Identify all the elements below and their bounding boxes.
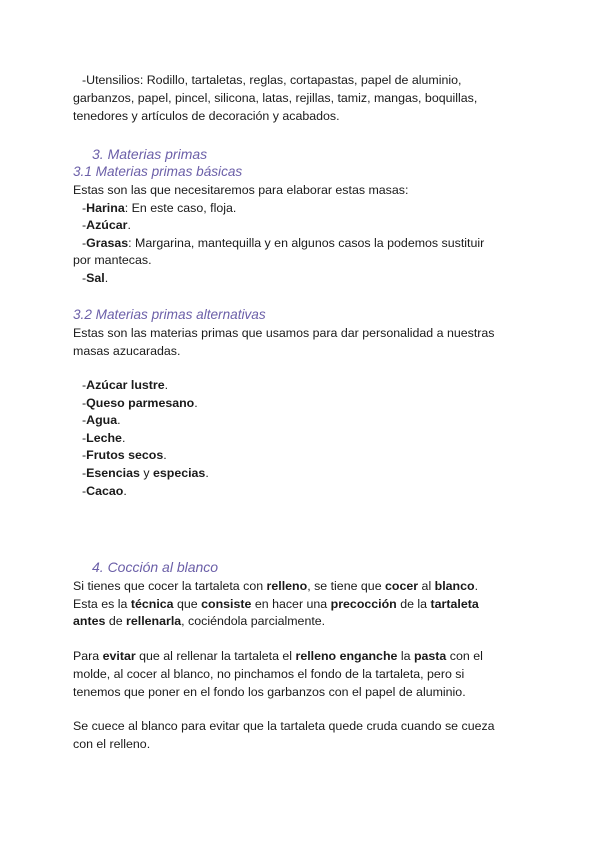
- utensils-line-1: -Utensilios: Rodillo, tartaletas, reglas, cortapastas, papel de aluminio,: [82, 73, 462, 87]
- text-run: la: [397, 649, 414, 663]
- item-name: Cacao: [86, 484, 124, 498]
- item-name: Azúcar: [86, 218, 128, 232]
- item-name-2: especias: [152, 466, 206, 480]
- item-end: .: [123, 484, 127, 498]
- item-grasas: [82, 234, 484, 252]
- item-name: Agua: [86, 413, 118, 427]
- item-dash: -: [82, 466, 87, 480]
- text-run: de la: [396, 597, 431, 611]
- alt-item: [82, 446, 167, 464]
- item-dash: -: [82, 484, 87, 498]
- alt-item: [82, 482, 127, 500]
- item-dash: -: [82, 396, 87, 410]
- alt-item: [82, 411, 121, 429]
- bold-run: relleno: [266, 579, 308, 593]
- utensils-line-3: tenedores y artículos de decoración y acabados.: [73, 109, 340, 123]
- text-run: Esta es la: [73, 597, 131, 611]
- item-dash: -: [82, 431, 87, 445]
- item-azucar: [82, 216, 131, 234]
- section-4-heading: 4. Cocción al blanco: [92, 559, 219, 575]
- item-dash: -: [82, 448, 87, 462]
- bold-run: relleno enganche: [295, 649, 398, 663]
- text-run: con el: [446, 649, 483, 663]
- alt-item: [82, 429, 125, 447]
- item-end: .: [117, 413, 121, 427]
- item-description: .: [104, 271, 109, 285]
- item-description: .: [127, 218, 131, 232]
- item-name: Leche: [86, 431, 122, 445]
- p1-line-1: [73, 577, 478, 595]
- alt-item: [82, 394, 198, 412]
- p3-line-1: Se cuece al blanco para evitar que la tartaleta quede cruda cuando se cueza: [73, 719, 495, 733]
- bold-run: tartaleta: [430, 597, 479, 611]
- item-grasas-continued: por mantecas.: [73, 253, 152, 267]
- p2-line-2: molde, al cocer al blanco, no pinchamos el fondo de la tartaleta, pero si: [73, 667, 465, 681]
- text-run: que: [173, 597, 202, 611]
- p1-line-2: [73, 595, 479, 613]
- section-3-1-title: 3.1 Materias primas básicas: [73, 164, 243, 179]
- bold-run: pasta: [413, 649, 447, 663]
- bold-run: cocer: [385, 579, 419, 593]
- section-3-heading: 3. Materias primas: [92, 146, 208, 162]
- utensils-line-2: garbanzos, papel, pincel, silicona, latas, rejillas, tamiz, mangas, boquillas,: [73, 91, 478, 105]
- item-harina: [82, 199, 236, 217]
- item-description: : Margarina, mantequilla y en algunos casos la podemos sustituir: [128, 236, 485, 250]
- item-dash: -: [82, 201, 87, 215]
- alt-item: [82, 376, 168, 394]
- item-sal: [82, 269, 108, 287]
- bold-run: precocción: [330, 597, 397, 611]
- bold-run: rellenarla: [126, 614, 182, 628]
- item-dash: -: [82, 413, 87, 427]
- item-connector: y: [139, 466, 153, 480]
- item-name: Grasas: [86, 236, 129, 250]
- p2-line-1: [73, 647, 483, 665]
- bold-run: evitar: [102, 649, 136, 663]
- text-run: Para: [73, 649, 103, 663]
- alt-item: [82, 464, 209, 482]
- section-3-2-title: 3.2 Materias primas alternativas: [73, 307, 266, 322]
- alternative-intro-line-1: Estas son las materias primas que usamos para dar personalidad a nuestras: [73, 326, 495, 340]
- text-run: , se tiene que: [307, 579, 386, 593]
- item-dash: -: [82, 271, 87, 285]
- basic-intro: Estas son las que necesitaremos para elaborar estas masas:: [73, 183, 409, 197]
- bold-run: consiste: [201, 597, 252, 611]
- item-end: .: [205, 466, 209, 480]
- text-run: en hacer una: [251, 597, 331, 611]
- item-name: Sal: [86, 271, 105, 285]
- item-end: .: [163, 448, 167, 462]
- text-run: , cociéndola parcialmente.: [181, 614, 326, 628]
- item-dash: -: [82, 218, 87, 232]
- item-end: .: [194, 396, 198, 410]
- item-name: Esencias: [86, 466, 140, 480]
- bold-run: técnica: [130, 597, 174, 611]
- bold-run: blanco: [434, 579, 475, 593]
- item-name: Harina: [86, 201, 125, 215]
- item-dash: -: [82, 236, 87, 250]
- item-name: Azúcar lustre: [86, 378, 165, 392]
- text-run: .: [474, 579, 479, 593]
- alternative-intro-line-2: masas azucaradas.: [73, 344, 181, 358]
- text-run: de: [105, 614, 127, 628]
- item-end: .: [121, 431, 126, 445]
- item-dash: -: [82, 378, 87, 392]
- item-end: .: [164, 378, 169, 392]
- item-name: Frutos secos: [86, 448, 164, 462]
- p1-line-3: [73, 612, 325, 630]
- text-run: al: [418, 579, 435, 593]
- text-run: Si tienes que cocer la tartaleta con: [73, 579, 267, 593]
- item-description: : En este caso, floja.: [124, 201, 237, 215]
- p2-line-3: tenemos que poner en el fondo los garbanzos con el papel de aluminio.: [73, 685, 466, 699]
- bold-run: antes: [73, 614, 106, 628]
- p3-line-2: con el relleno.: [73, 737, 151, 751]
- item-name: Queso parmesano: [86, 396, 195, 410]
- text-run: que al rellenar la tartaleta el: [135, 649, 296, 663]
